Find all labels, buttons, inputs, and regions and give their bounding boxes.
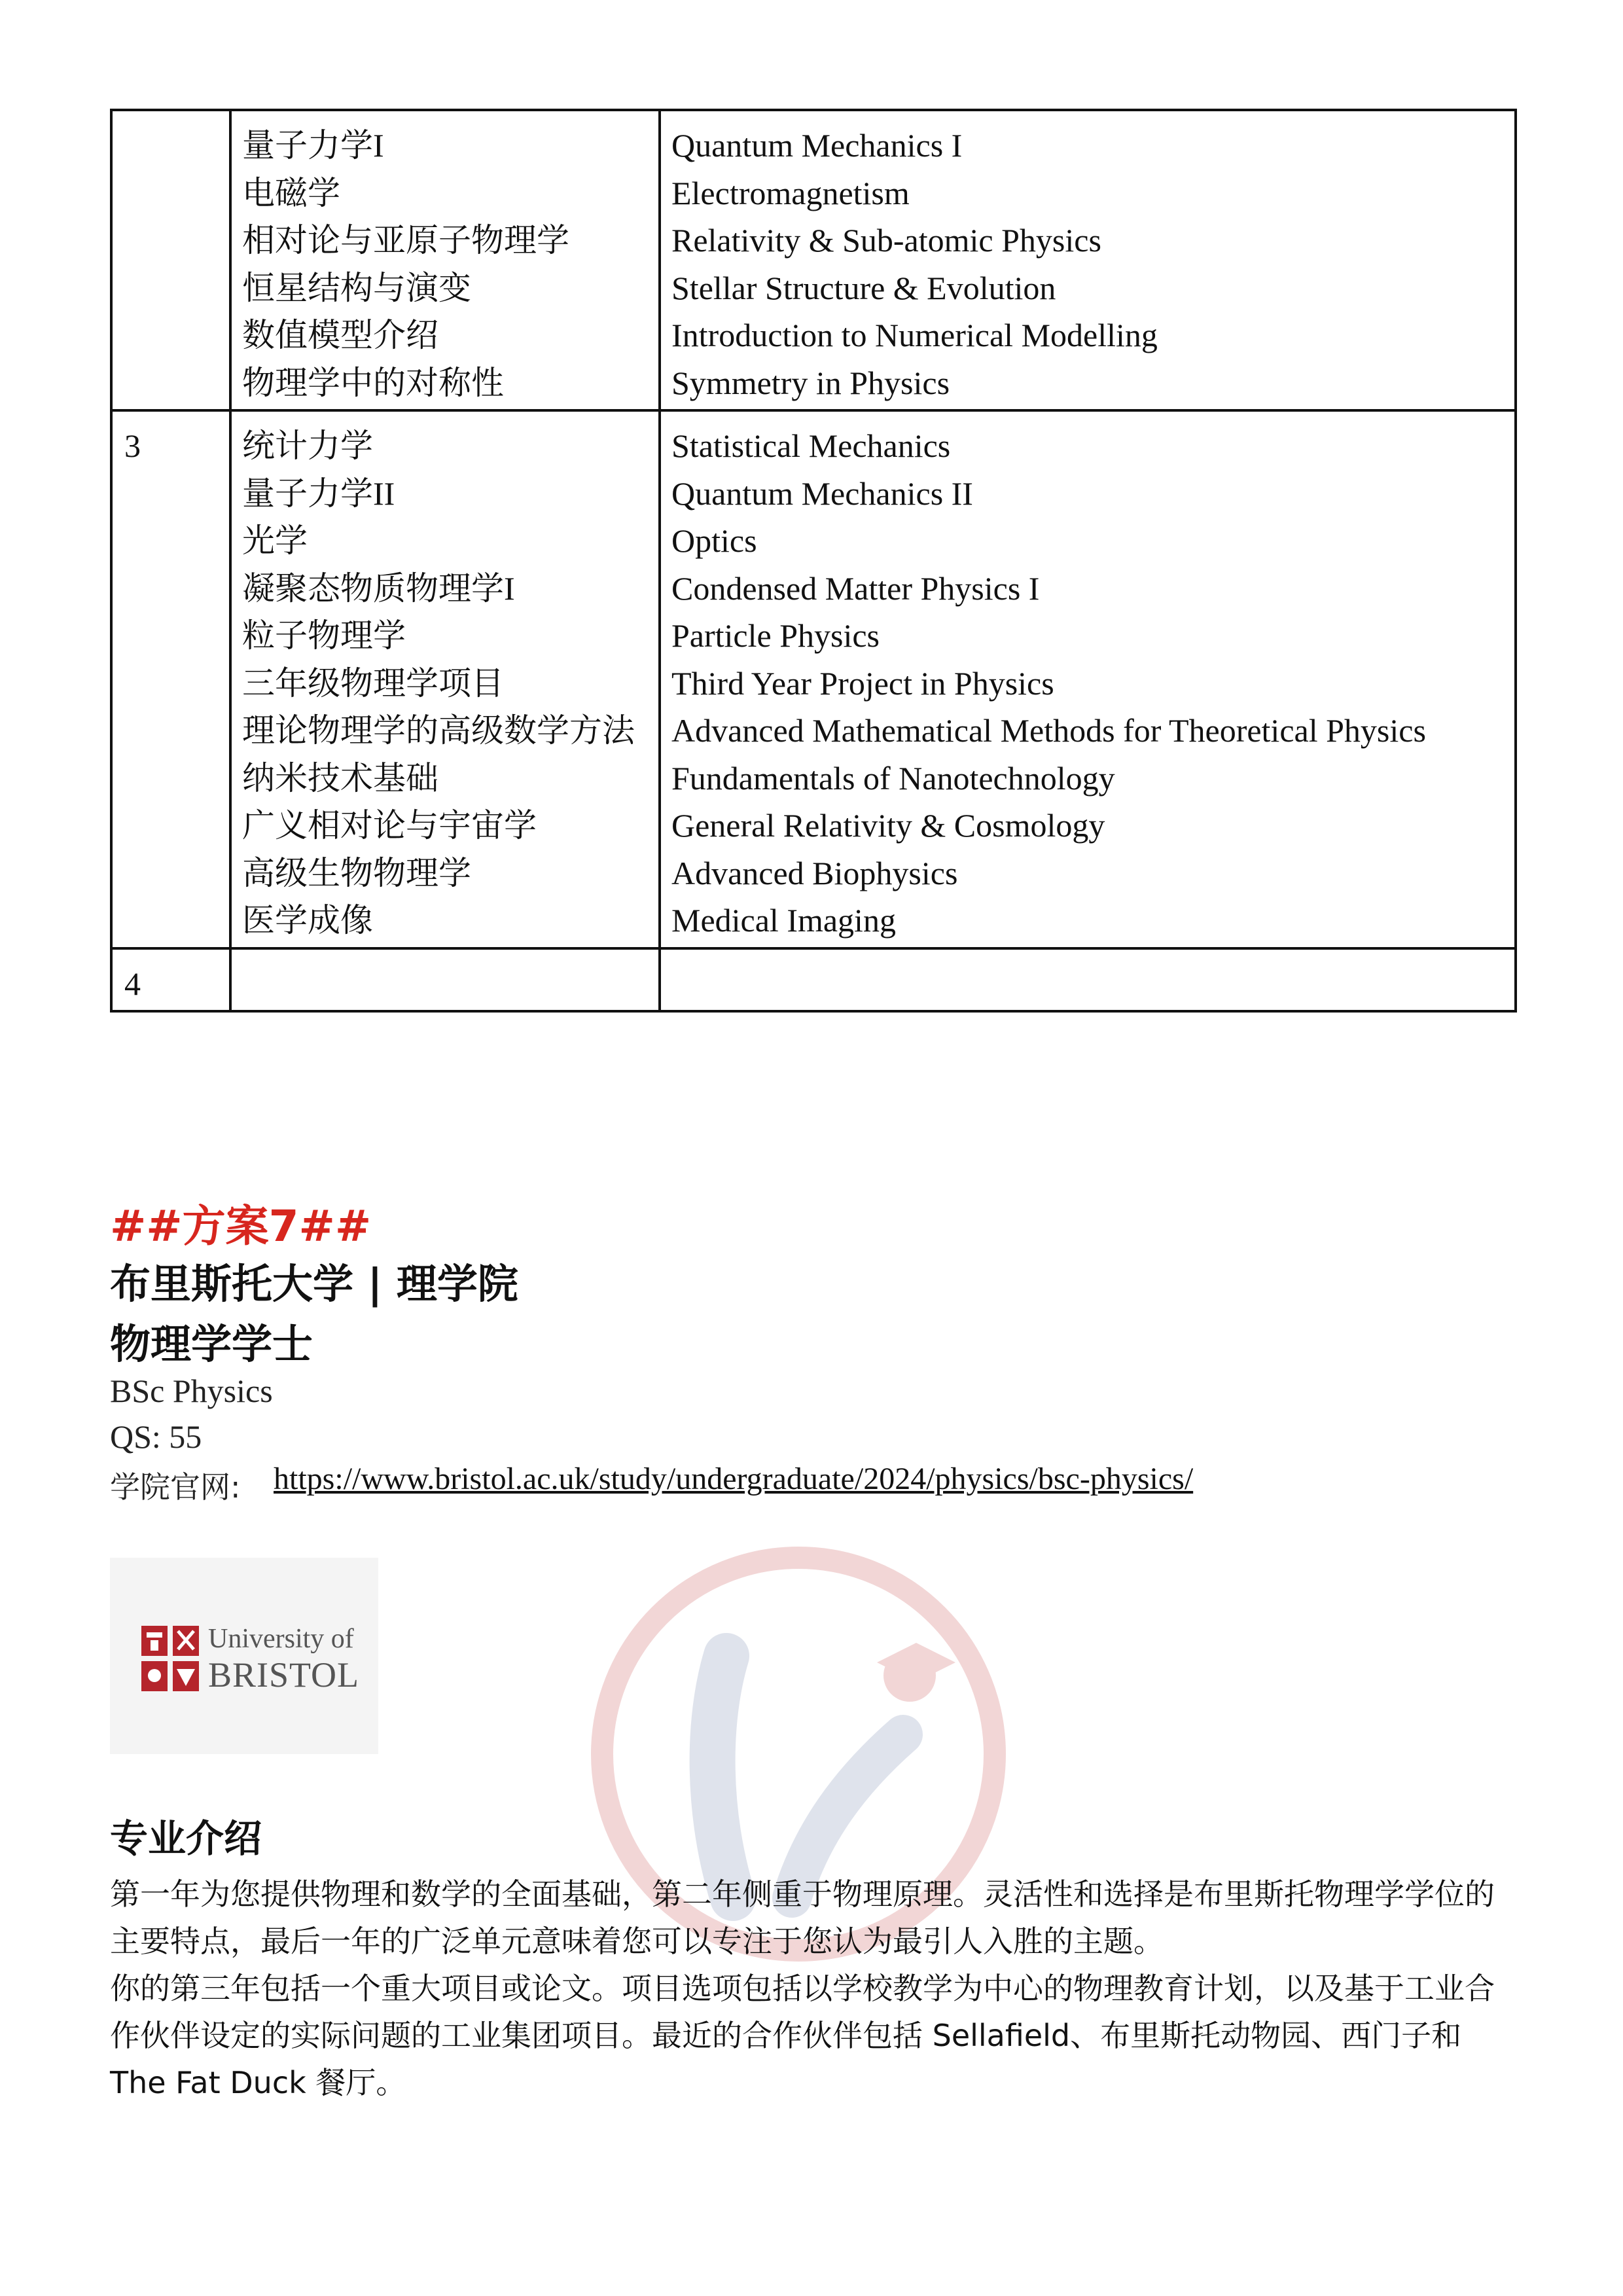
course-cn-cell	[230, 948, 660, 1012]
course-name-cn: 统计力学	[242, 427, 373, 464]
university-heading: 布里斯托大学 | 理学院	[110, 1260, 518, 1308]
course-en-cell	[660, 410, 1516, 948]
course-name-en: Medical Imaging	[671, 902, 896, 939]
course-name-cn: 医学成像	[242, 902, 373, 939]
course-name-cn: 广义相对论与宇宙学	[242, 807, 537, 844]
course-name-en: Particle Physics	[671, 617, 880, 654]
qs-ranking: QS: 55	[110, 1418, 202, 1455]
course-name-en: Advanced Mathematical Methods for Theoretical Physics	[671, 712, 1426, 749]
course-name-cn: 理论物理学的高级数学方法	[242, 712, 635, 749]
course-name-en: Quantum Mechanics I	[671, 127, 963, 164]
course-name-cn: 光学	[242, 522, 308, 559]
course-name-en: Statistical Mechanics	[671, 427, 951, 464]
course-name-cn: 物理学中的对称性	[242, 364, 504, 401]
course-name-en: Fundamentals of Nanotechnology	[671, 759, 1115, 797]
year-cell	[111, 110, 230, 410]
course-name-cn: 凝聚态物质物理学I	[242, 569, 515, 607]
course-name-cn: 量子力学II	[242, 475, 395, 512]
course-en-cell	[660, 948, 1516, 1012]
course-name-en: Advanced Biophysics	[671, 854, 958, 891]
logo-text-line1: University of	[208, 1624, 354, 1654]
course-name-en: Electromagnetism	[671, 174, 910, 211]
course-name-en: General Relativity & Cosmology	[671, 807, 1105, 844]
logo-text-line2: BRISTOL	[208, 1655, 360, 1695]
intro-paragraph: 你的第三年包括一个重大项目或论文。项目选项包括以学校教学为中心的物理教育计划，以及基于工业合作伙伴设定的实际问题的工业集团项目。最近的合作伙伴包括 Sellafield、布里斯托动物园、西门子和 The Fat Duck 餐厅。	[110, 1971, 1495, 2100]
course-name-cn: 量子力学I	[242, 127, 384, 164]
course-name-en: Quantum Mechanics II	[671, 475, 973, 512]
course-name-en: Introduction to Numerical Modelling	[671, 317, 1158, 353]
website-label: 学院官网:	[110, 1469, 241, 1505]
course-name-en: Condensed Matter Physics I	[671, 569, 1040, 607]
course-name-cn: 粒子物理学	[242, 617, 406, 654]
bristol-crest-icon	[139, 1623, 202, 1694]
website-link[interactable]: https://www.bristol.ac.uk/study/undergraduate/2024/physics/bsc-physics/	[274, 1462, 1194, 1496]
plan-title: ##方案7##	[110, 1201, 372, 1251]
course-name-cn: 电磁学	[242, 174, 340, 211]
university-logo	[110, 1558, 378, 1754]
course-name-cn: 三年级物理学项目	[242, 664, 504, 702]
intro-body	[110, 1871, 1524, 2106]
intro-paragraph: 第一年为您提供物理和数学的全面基础，第二年侧重于物理原理。灵活性和选择是布里斯托物理学学位的主要特点，最后一年的广泛单元意味着您可以专注于您认为最引人入胜的主题。	[110, 1876, 1495, 1959]
course-name-en: Symmetry in Physics	[671, 364, 950, 401]
table-row	[111, 110, 1516, 410]
course-name-en: Optics	[671, 522, 757, 559]
course-name-en: Relativity & Sub-atomic Physics	[671, 222, 1101, 259]
table-row	[111, 410, 1516, 948]
intro-title: 专业介绍	[110, 1816, 262, 1861]
degree-en: BSc Physics	[110, 1372, 273, 1409]
year-cell: 4	[111, 948, 230, 1012]
table-row	[111, 948, 1516, 1012]
course-name-en: Third Year Project in Physics	[671, 664, 1054, 702]
course-table	[110, 109, 1517, 1013]
course-name-cn: 纳米技术基础	[242, 759, 438, 797]
year-cell: 3	[111, 410, 230, 948]
degree-cn-heading: 物理学学士	[110, 1320, 313, 1368]
course-cn-cell	[230, 410, 660, 948]
course-cn-cell	[230, 110, 660, 410]
course-en-cell	[660, 110, 1516, 410]
course-name-en: Stellar Structure & Evolution	[671, 269, 1056, 306]
course-name-cn: 恒星结构与演变	[242, 269, 471, 306]
course-name-cn: 数值模型介绍	[242, 317, 438, 353]
course-name-cn: 相对论与亚原子物理学	[242, 222, 569, 259]
course-name-cn: 高级生物物理学	[242, 854, 471, 891]
